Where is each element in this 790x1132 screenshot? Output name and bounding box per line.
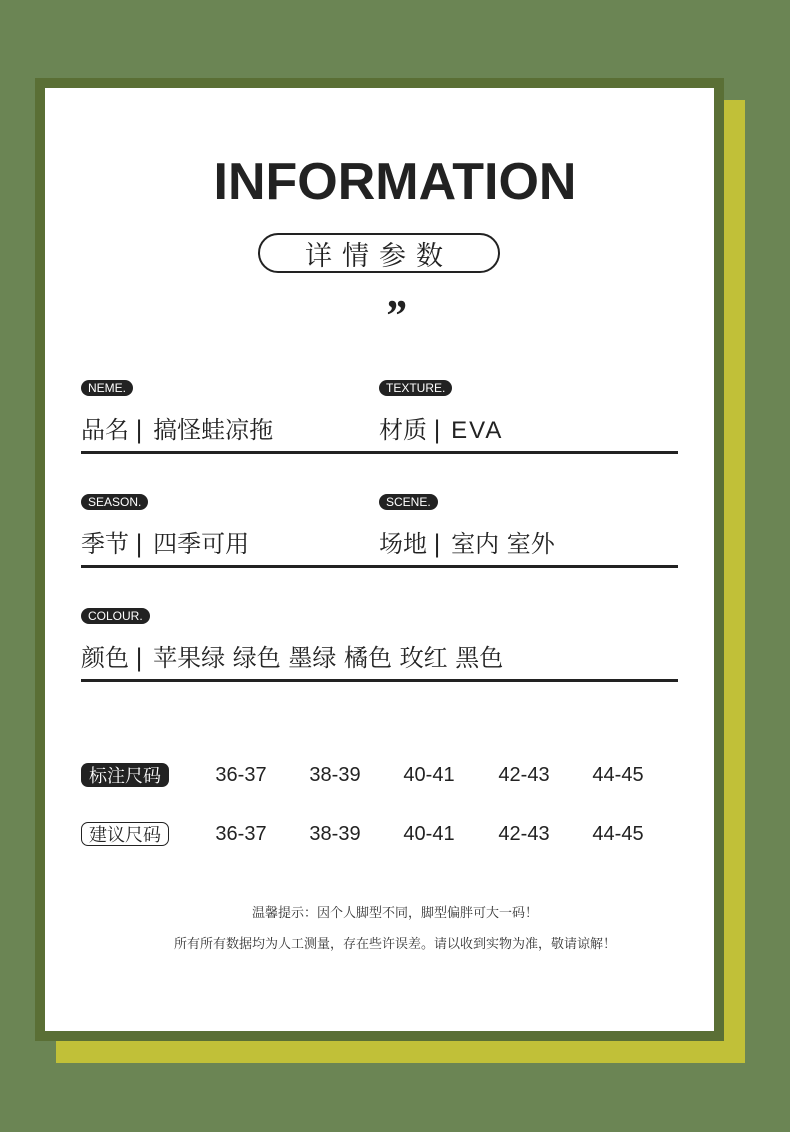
colour-label: 颜色 <box>81 644 129 672</box>
texture-row <box>379 410 503 445</box>
scene-badge: SCENE. <box>379 494 438 510</box>
name-value: 搞怪蛙凉拖 <box>153 416 274 444</box>
info-card <box>45 88 714 1031</box>
scene-row <box>379 524 555 559</box>
marked-size-1: 36-37 <box>215 764 267 786</box>
suggested-size-1: 36-37 <box>215 823 267 845</box>
texture-value: EVA <box>451 417 504 444</box>
marked-size-2: 38-39 <box>309 764 361 786</box>
season-badge: SEASON. <box>81 494 148 510</box>
colour-badge: COLOUR. <box>81 608 150 624</box>
measurement-note: 所有所有数据均为人工测量，存在些许误差。请以收到实物为准，敬请谅解！ <box>173 937 616 952</box>
suggested-size-4: 42-43 <box>498 823 550 845</box>
texture-separator: | <box>433 416 442 444</box>
name-badge: NEME. <box>81 380 133 396</box>
suggested-size-5: 44-45 <box>592 823 644 845</box>
season-label: 季节 <box>81 530 129 558</box>
texture-badge: TEXTURE. <box>379 380 452 396</box>
page-title: INFORMATION <box>213 153 577 211</box>
texture-label: 材质 <box>379 416 427 444</box>
name-separator: | <box>135 416 144 444</box>
name-label: 品名 <box>81 416 129 444</box>
marked-size-5: 44-45 <box>592 764 644 786</box>
tip-note: 温馨提示：因个人脚型不同，脚型偏胖可大一码！ <box>251 906 538 921</box>
scene-label: 场地 <box>379 530 427 558</box>
season-value: 四季可用 <box>153 530 250 558</box>
scene-value: 室内 室外 <box>451 530 555 558</box>
suggested-size-3: 40-41 <box>403 823 455 845</box>
name-row <box>81 410 273 445</box>
season-row <box>81 524 249 559</box>
suggested-size-2: 38-39 <box>309 823 361 845</box>
marked-size-3: 40-41 <box>403 764 455 786</box>
quote-mark-icon: ” <box>384 291 406 340</box>
divider-2 <box>81 565 678 568</box>
marked-size-label: 标注尺码 <box>81 763 169 787</box>
divider-3 <box>81 679 678 682</box>
season-separator: | <box>135 530 144 558</box>
marked-size-4: 42-43 <box>498 764 550 786</box>
scene-separator: | <box>433 530 442 558</box>
colour-row <box>81 638 503 673</box>
colour-value: 苹果绿 绿色 墨绿 橘色 玫红 黑色 <box>153 644 504 672</box>
colour-separator: | <box>135 644 144 672</box>
subtitle-pill: 详情参数 <box>258 233 500 273</box>
suggested-size-label: 建议尺码 <box>81 822 169 846</box>
divider-1 <box>81 451 678 454</box>
